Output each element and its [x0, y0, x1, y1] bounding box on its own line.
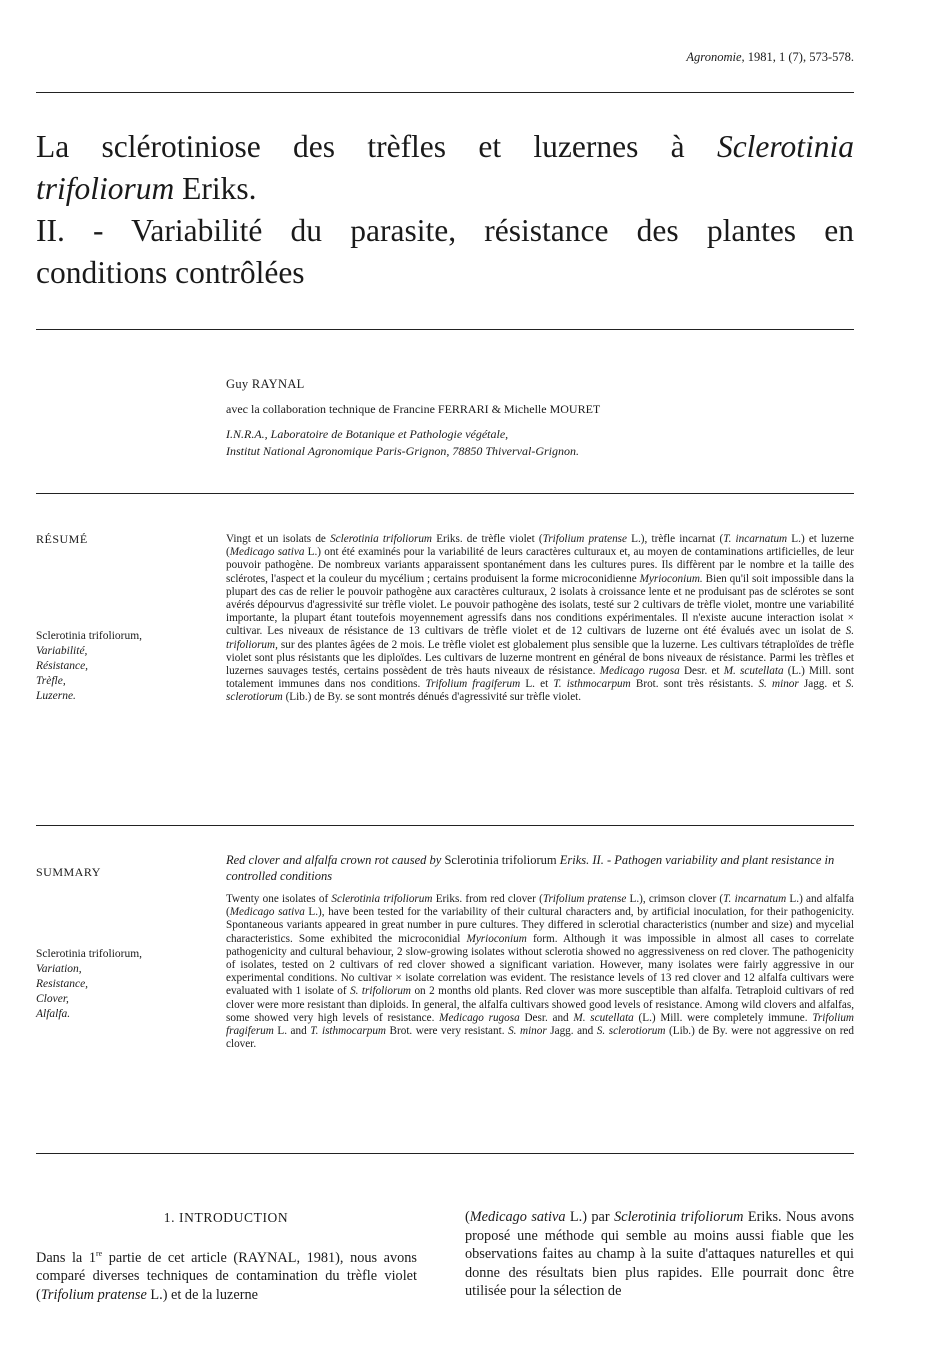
journal-citation [686, 50, 854, 65]
summary-keyword: Variation, [36, 963, 82, 975]
resume-heading: RÉSUMÉ [36, 532, 88, 546]
author-name: Guy RAYNAL [226, 377, 305, 391]
summary-keywords [36, 947, 196, 1022]
title-line-3: II. - Variabilité du parasite, résistance des plantes en [36, 213, 854, 248]
affiliation-line-1: I.N.R.A., Laboratoire de Botanique et Pathologie végétale, [226, 427, 509, 441]
summary-keyword: Resistance, [36, 978, 89, 990]
resume-rule [36, 825, 854, 826]
summary-text: Twenty one isolates of Sclerotinia trifoliorum Eriks. from red clover (Trifolium pratense L.), crimson clover (T. incarnatum L.) and alfalfa (Medicago sativa L.), have been tested for the variability of their cultural characters and, by artificial inoculation, for their pathogenicity. Spontaneous variants appeared in great number in pure cultures. They differed in sclerotial characteristics (number and size) and mycelial characteristics. Some exhibited the microconidial Myrioconium form. Although it was impossible in almost all cases to correlate pathogenicity and cultural behaviour, 2 slow-growing isolates without sclerotia showed no aggressiveness on red clover. The pathogenicity of isolates, tested on 2 cultivars of red clover showed a significant variation. However, many isolates were fairly aggressive in our experimental conditions. No cultivar × isolate correlation was evident. The resistance levels of 13 red clover and 12 alfalfa cultivars were evaluated with 1 isolate of S. trifoliorum on 2 months old plants. Red clover was more susceptible than alfalfa. Tetraploid cultivars of red clover were more resistant than diploids. In general, the alfalfa cultivars showed good levels of resistance. Among wild clovers and alfalfas, some showed very high levels of resistance. Medicago rugosa Desr. and M. scutellata (L.) Mill. were completely immune. Trifolium fragiferum L. and T. isthmocarpum Brot. were very resistant. S. minor Jagg. and S. sclerotiorum (Lib.) de By. were not aggressive on red clover. [226, 893, 855, 1051]
header-rule [36, 92, 854, 93]
collaboration-line: avec la collaboration technique de Francine FERRARI & Michelle MOURET [226, 402, 601, 416]
resume-keyword: Trèfle, [36, 675, 66, 687]
authors-rule [36, 493, 854, 494]
summary-english-title: Red clover and alfalfa crown rot caused by Sclerotinia trifoliorum Eriks. II. - Pathogen variability and plant resistance in controlled conditions [226, 853, 835, 883]
intro-column-left: Dans la 1re partie de cet article (RAYNAL, 1981), nous avons comparé diverses techniques de contamination du trèfle violet (Trifolium pratense L.) et de la luzerne [36, 1249, 417, 1303]
introduction-heading: 1. INTRODUCTION [163, 1210, 289, 1225]
resume-keyword: Sclerotinia trifoliorum, [36, 630, 143, 642]
author-block [226, 376, 826, 460]
resume-keyword: Variabilité, [36, 645, 88, 657]
summary-rule [36, 1153, 854, 1154]
journal-name: Agronomie, [686, 50, 745, 64]
summary-keyword: Sclerotinia trifoliorum, [36, 948, 143, 960]
article-title [36, 126, 866, 294]
journal-volume-pages: 1981, 1 (7), 573-578. [747, 50, 854, 64]
summary-keyword: Clover, [36, 993, 69, 1005]
title-line-1: La sclérotiniose des trèfles et luzernes à Sclerotinia [36, 129, 854, 164]
title-rule [36, 329, 854, 330]
summary-keyword: Alfalfa. [36, 1008, 71, 1020]
affiliation-line-2: Institut National Agronomique Paris-Grignon, 78850 Thiverval-Grignon. [226, 444, 579, 458]
resume-text: Vingt et un isolats de Sclerotinia trifoliorum Eriks. de trèfle violet (Trifolium pratense L.), trèfle incarnat (T. incarnatum L.) et luzerne (Medicago sativa L.) ont été examinés pour la variabilité de leurs caractères culturaux et, au moyen de contaminations artificielles, de leur pouvoir pathogène. De nombreux variants apparaissent spontanément dans les cultures pures. Ils diffèrent par le nombre et la taille des sclérotes, l'aspect et la couleur du mycélium ; certains produisent la forme microconidienne Myrioconium. Bien qu'il soit impossible dans la plupart des cas de relier le pouvoir pathogène aux caractères culturaux, 2 isolats à croissance lente et ne produisant pas de sclérotes se sont avérés dépourvus d'agressivité sur trèfle violet. Le pouvoir pathogène des isolats, testé sur 2 cultivars de trèfle violet, montre une variabilité importante, la plupart étant toutefois moyennement agressifs dans nos conditions expérimentales. Il n'existe aucune interaction isolat × cultivar. Les niveaux de résistance de 13 cultivars de trèfle violet et de 12 cultivars de luzerne ont été évalués avec un isolat de S. trifoliorum, sur des plantes âgées de 2 mois. Le trèfle violet est globalement plus sensible que la luzerne. Les cultivars tétraploïdes de trèfle violet sont plus résistants que les diploïdes. Les cultivars de luzerne montrent en général de bons niveaux de résistance. Parmi les trèfles et luzernes sauvages testés, certains possèdent de très hauts niveaux de résistance. Medicago rugosa Desr. et M. scutellata (L.) Mill. sont totalement immunes dans nos conditions. Trifolium fragiferum L. et T. isthmocarpum Brot. sont très résistants. S. minor Jagg. et S. sclerotiorum (Lib.) de By. se sont montrés dénués d'agressivité sur trèfle violet. [226, 533, 854, 704]
intro-column-right: (Medicago sativa L.) par Sclerotinia trifoliorum Eriks. Nous avons proposé une méthode qui semble au moins aussi fiable que les observations faites au champ à la suite d'attaques naturelles et qui donne des résultats bien plus rapides. Elle pourrait donc être utilisée pour la sélection de [465, 1209, 855, 1299]
summary-heading: SUMMARY [36, 865, 101, 879]
resume-keywords [36, 629, 196, 704]
title-line-4: conditions contrôlées [36, 255, 305, 290]
resume-keyword: Luzerne. [36, 690, 76, 702]
resume-keyword: Résistance, [36, 660, 89, 672]
title-line-2: trifoliorum Eriks. [36, 171, 257, 206]
